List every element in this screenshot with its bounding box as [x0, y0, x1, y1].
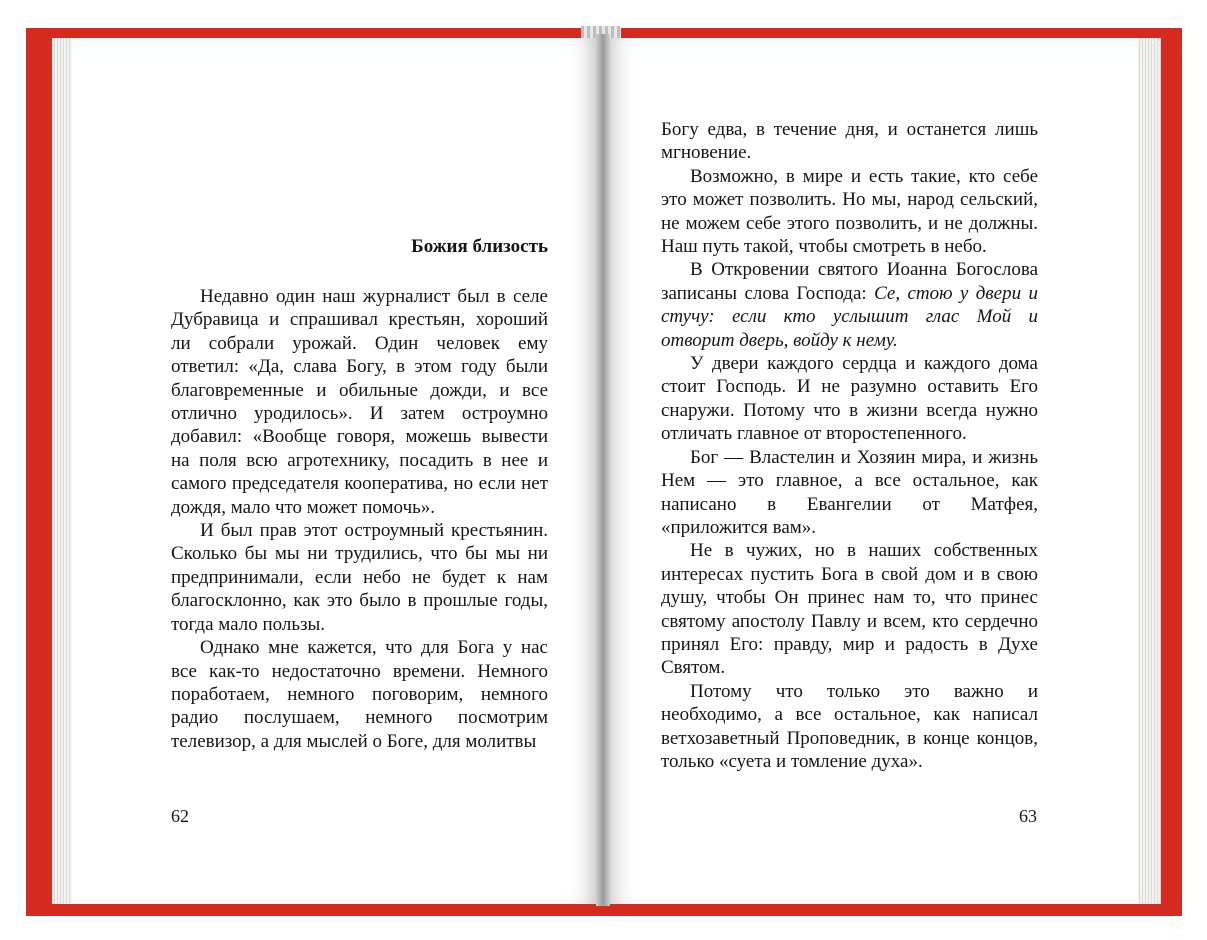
paragraph: Бог — Властелин и Хозяин мира, и жизнь Нем — это главное, а все остальное, как написано в Евангелии от Матфея, «приложится вам». — [661, 446, 1038, 538]
book-gutter — [596, 34, 610, 906]
paragraph: Не в чужих, но в наших собственных интересах пустить Бога в свой дом и в свою душу, чтобы Он принес нам то, что принес святому апостолу Павлу и всем, кто сердечно принял Его: правду, мир и радость в Духе Святом. — [661, 540, 1038, 679]
paragraph: У двери каждого сердца и каждого дома стоит Господь. И не разумно оставить Его снаружи. Потому что в жизни всегда нужно отличать главное от второстепенного. — [661, 353, 1038, 445]
paragraph: Богу едва, в течение дня, и останется лишь мгновение. — [661, 119, 1038, 164]
paragraph-lead: В Откровении святого Иоанна Богослова записаны слова Господа: — [661, 259, 1038, 304]
paragraph: Возможно, в мире и есть такие, кто себе это может позволить. Но мы, народ сельский, не можем себе этого позволить, и не должны. Наш путь такой, чтобы смотреть в небо. — [661, 165, 1038, 258]
paragraph-with-quote — [661, 258, 1038, 352]
paragraph: Потому что только это важно и необходимо, а все остальное, как написал ветхозаветный Проповедник, в конце концов, только «суета и томление духа». — [661, 680, 1038, 772]
right-page-text — [661, 118, 1038, 773]
left-page-text — [171, 118, 548, 753]
paragraph: И был прав этот остроумный крестьянин. Сколько бы мы ни трудились, что бы мы ни предпринимали, если небо не будет к нам благосклонно, как это было в прошлые годы, тогда мало пользы. — [171, 520, 548, 635]
chapter-heading: Божия близость — [411, 236, 548, 257]
page-number-right: 63 — [1019, 806, 1037, 826]
page-number-left: 62 — [171, 806, 189, 826]
right-page-edges — [1134, 38, 1161, 904]
paragraph: Однако мне кажется, что для Бога у нас все как-то недостаточно времени. Немного поработаем, немного поговорим, немного радио послушаем, немного посмотрим телевизор, а для мыслей о Боге, для молитвы — [171, 637, 548, 752]
scripture-quote: Се, стою у двери и стучу: если кто услышит глас Мой и отворит дверь, войду к нему. — [661, 282, 1038, 351]
paragraph: Недавно один наш журналист был в селе Дубравица и спрашивал крестьян, хороший ли собрали урожай. Один человек ему ответил: «Да, слава Богу, в этом году были благовременные и обильные дожди, и все отлично уродилось». И затем остроумно добавил: «Вообще говоря, можешь вывести на поля всю агротехнику, посадить в нее и самого председателя кооператива, но если нет дождя, мало что может помочь». — [171, 286, 548, 518]
